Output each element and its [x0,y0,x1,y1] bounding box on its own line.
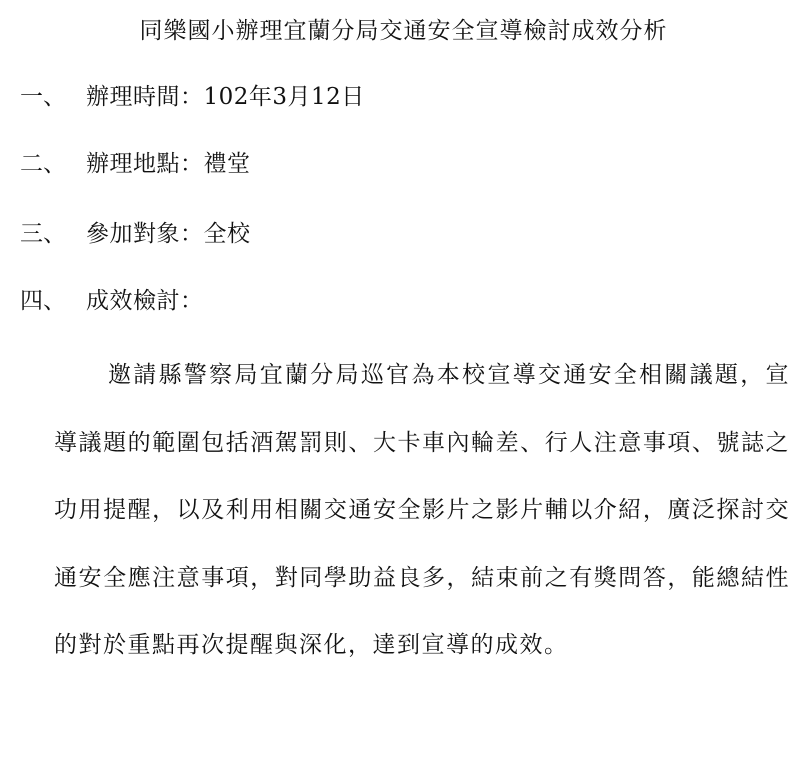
item-time [20,79,365,115]
item-number: 二、 [20,151,66,177]
document-title: 同樂國小辦理宜蘭分局交通安全宣導檢討成效分析 [139,18,668,44]
item-number: 三、 [20,221,66,247]
item-text: 辦理地點：禮堂 [86,151,251,177]
item-number: 四、 [20,288,66,314]
review-paragraph: 邀請縣警察局宜蘭分局巡官為本校宣導交通安全相關議題，宣導議題的範圍包括酒駕罰則、大卡車內輪差、行人注意事項、號誌之功用提醒，以及利用相關交通安全影片之影片輔以介紹，廣泛探討交通安全應注意事項，對同學助益良多，結束前之有獎問答，能總結性的對於重點再次提醒與深化，達到宣導的成效。 [54,362,790,658]
item-location [20,146,251,182]
item-review [20,283,204,319]
item-number: 一、 [20,84,66,110]
item-text: 成效檢討： [86,288,204,314]
item-text: 辦理時間：102年3月12日 [86,84,365,110]
item-text: 參加對象：全校 [86,221,251,247]
item-participants [20,216,251,252]
